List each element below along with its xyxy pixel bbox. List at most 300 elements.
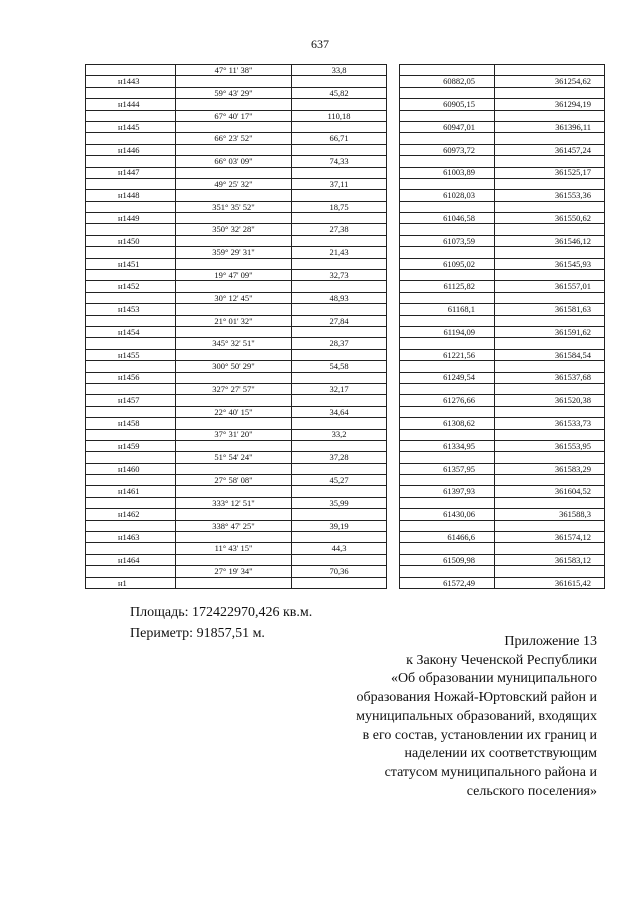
spacer-cell xyxy=(387,258,400,269)
spacer-cell xyxy=(387,213,400,224)
x-coordinate-cell xyxy=(400,133,495,144)
table-row xyxy=(86,281,605,292)
x-coordinate-cell: 60882,05 xyxy=(400,76,495,87)
table-row xyxy=(86,213,605,224)
spacer-cell xyxy=(387,281,400,292)
x-coordinate-cell: 61308,62 xyxy=(400,418,495,429)
distance-cell xyxy=(292,372,387,383)
distance-cell: 18,75 xyxy=(292,201,387,212)
spacer-cell xyxy=(387,452,400,463)
angle-cell: 21° 01' 32" xyxy=(176,315,292,326)
x-coordinate-cell xyxy=(400,156,495,167)
y-coordinate-cell xyxy=(495,338,605,349)
spacer-cell xyxy=(387,201,400,212)
point-cell: н1458 xyxy=(86,418,176,429)
y-coordinate-cell: 361533,73 xyxy=(495,418,605,429)
spacer-cell xyxy=(387,178,400,189)
y-coordinate-cell xyxy=(495,292,605,303)
appendix-line: сельского поселения» xyxy=(466,783,597,799)
y-coordinate-cell xyxy=(495,178,605,189)
table-row xyxy=(86,372,605,383)
point-cell: н1460 xyxy=(86,463,176,474)
point-cell xyxy=(86,361,176,372)
table-row xyxy=(86,235,605,246)
spacer-cell xyxy=(387,167,400,178)
angle-cell xyxy=(176,486,292,497)
angle-cell: 51° 54' 24" xyxy=(176,452,292,463)
spacer-cell xyxy=(387,475,400,486)
distance-cell xyxy=(292,99,387,110)
spacer-cell xyxy=(387,497,400,508)
spacer-cell xyxy=(387,270,400,281)
y-coordinate-cell: 361584,54 xyxy=(495,349,605,360)
point-cell xyxy=(86,156,176,167)
distance-cell xyxy=(292,532,387,543)
angle-cell xyxy=(176,258,292,269)
spacer-cell xyxy=(387,133,400,144)
appendix-heading xyxy=(267,633,597,801)
x-coordinate-cell xyxy=(400,224,495,235)
distance-cell: 74,33 xyxy=(292,156,387,167)
distance-cell: 39,19 xyxy=(292,520,387,531)
angle-cell xyxy=(176,326,292,337)
distance-cell: 33,2 xyxy=(292,429,387,440)
point-cell: н1445 xyxy=(86,121,176,132)
y-coordinate-cell xyxy=(495,270,605,281)
appendix-line: статусом муниципального района и xyxy=(384,764,597,780)
table-row xyxy=(86,532,605,543)
distance-cell xyxy=(292,235,387,246)
distance-cell xyxy=(292,349,387,360)
table-row xyxy=(86,76,605,87)
x-coordinate-cell xyxy=(400,520,495,531)
table-row xyxy=(86,463,605,474)
angle-cell xyxy=(176,395,292,406)
distance-cell: 45,27 xyxy=(292,475,387,486)
distance-cell xyxy=(292,509,387,520)
distance-cell: 34,64 xyxy=(292,406,387,417)
angle-cell xyxy=(176,440,292,451)
point-cell xyxy=(86,133,176,144)
table-row xyxy=(86,133,605,144)
spacer-cell xyxy=(387,543,400,554)
point-cell xyxy=(86,520,176,531)
spacer-cell xyxy=(387,65,400,76)
spacer-cell xyxy=(387,532,400,543)
table-row xyxy=(86,156,605,167)
table-row xyxy=(86,65,605,76)
point-cell: н1454 xyxy=(86,326,176,337)
y-coordinate-cell: 361550,62 xyxy=(495,213,605,224)
x-coordinate-cell xyxy=(400,315,495,326)
distance-cell xyxy=(292,554,387,565)
x-coordinate-cell: 61095,02 xyxy=(400,258,495,269)
table-row xyxy=(86,338,605,349)
table-row xyxy=(86,543,605,554)
spacer-cell xyxy=(387,418,400,429)
distance-cell xyxy=(292,326,387,337)
spacer-cell xyxy=(387,520,400,531)
angle-cell: 345° 32' 51" xyxy=(176,338,292,349)
point-cell xyxy=(86,406,176,417)
spacer-cell xyxy=(387,292,400,303)
angle-cell: 22° 40' 15" xyxy=(176,406,292,417)
y-coordinate-cell: 361546,12 xyxy=(495,235,605,246)
area-line: Площадь: 172422970,426 кв.м. xyxy=(130,605,313,620)
table-row xyxy=(86,258,605,269)
point-cell: н1459 xyxy=(86,440,176,451)
table-row xyxy=(86,349,605,360)
table-row xyxy=(86,475,605,486)
table-row xyxy=(86,509,605,520)
angle-cell: 67° 40' 17" xyxy=(176,110,292,121)
distance-cell: 45,82 xyxy=(292,87,387,98)
angle-cell xyxy=(176,235,292,246)
y-coordinate-cell xyxy=(495,406,605,417)
x-coordinate-cell xyxy=(400,201,495,212)
angle-cell xyxy=(176,144,292,155)
angle-cell xyxy=(176,554,292,565)
angle-cell xyxy=(176,372,292,383)
x-coordinate-cell xyxy=(400,338,495,349)
distance-cell: 27,84 xyxy=(292,315,387,326)
y-coordinate-cell xyxy=(495,65,605,76)
point-cell xyxy=(86,566,176,577)
table-row xyxy=(86,440,605,451)
distance-cell: 110,18 xyxy=(292,110,387,121)
x-coordinate-cell: 60973,72 xyxy=(400,144,495,155)
y-coordinate-cell: 361294,19 xyxy=(495,99,605,110)
distance-cell xyxy=(292,486,387,497)
y-coordinate-cell: 361557,01 xyxy=(495,281,605,292)
x-coordinate-cell: 61028,03 xyxy=(400,190,495,201)
x-coordinate-cell xyxy=(400,406,495,417)
angle-cell: 66° 03' 09" xyxy=(176,156,292,167)
table-row xyxy=(86,270,605,281)
angle-cell: 66° 23' 52" xyxy=(176,133,292,144)
spacer-cell xyxy=(387,554,400,565)
distance-cell: 32,73 xyxy=(292,270,387,281)
distance-cell: 35,99 xyxy=(292,497,387,508)
table-row xyxy=(86,497,605,508)
distance-cell xyxy=(292,418,387,429)
point-cell xyxy=(86,224,176,235)
table-row xyxy=(86,247,605,258)
table-row xyxy=(86,304,605,315)
x-coordinate-cell: 60947,01 xyxy=(400,121,495,132)
angle-cell: 327° 27' 57" xyxy=(176,383,292,394)
angle-cell: 19° 47' 09" xyxy=(176,270,292,281)
distance-cell xyxy=(292,281,387,292)
x-coordinate-cell xyxy=(400,178,495,189)
angle-cell: 351° 35' 52" xyxy=(176,201,292,212)
x-coordinate-cell: 61249,54 xyxy=(400,372,495,383)
angle-cell xyxy=(176,509,292,520)
distance-cell: 70,36 xyxy=(292,566,387,577)
distance-cell xyxy=(292,144,387,155)
x-coordinate-cell: 61168,1 xyxy=(400,304,495,315)
point-cell xyxy=(86,201,176,212)
y-coordinate-cell: 361615,42 xyxy=(495,577,605,588)
appendix-line: муниципальных образований, входящих xyxy=(356,708,597,724)
x-coordinate-cell xyxy=(400,497,495,508)
point-cell: н1 xyxy=(86,577,176,588)
table-row xyxy=(86,577,605,588)
distance-cell: 48,93 xyxy=(292,292,387,303)
x-coordinate-cell: 61466,6 xyxy=(400,532,495,543)
x-coordinate-cell: 61194,09 xyxy=(400,326,495,337)
angle-cell xyxy=(176,76,292,87)
point-cell xyxy=(86,178,176,189)
table-row xyxy=(86,144,605,155)
y-coordinate-cell xyxy=(495,566,605,577)
y-coordinate-cell xyxy=(495,156,605,167)
y-coordinate-cell: 361457,24 xyxy=(495,144,605,155)
distance-cell: 54,58 xyxy=(292,361,387,372)
distance-cell xyxy=(292,190,387,201)
point-cell: н1462 xyxy=(86,509,176,520)
distance-cell: 27,38 xyxy=(292,224,387,235)
spacer-cell xyxy=(387,156,400,167)
point-cell: н1455 xyxy=(86,349,176,360)
x-coordinate-cell xyxy=(400,87,495,98)
x-coordinate-cell: 61357,95 xyxy=(400,463,495,474)
x-coordinate-cell xyxy=(400,383,495,394)
x-coordinate-cell: 61397,93 xyxy=(400,486,495,497)
y-coordinate-cell xyxy=(495,201,605,212)
angle-cell: 37° 31' 20" xyxy=(176,429,292,440)
distance-cell xyxy=(292,463,387,474)
distance-cell xyxy=(292,440,387,451)
y-coordinate-cell xyxy=(495,383,605,394)
distance-cell: 28,37 xyxy=(292,338,387,349)
y-coordinate-cell: 361583,12 xyxy=(495,554,605,565)
distance-cell xyxy=(292,213,387,224)
point-cell: н1450 xyxy=(86,235,176,246)
appendix-line: к Закону Чеченской Республики xyxy=(406,652,597,668)
angle-cell: 300° 50' 29" xyxy=(176,361,292,372)
angle-cell: 359° 29' 31" xyxy=(176,247,292,258)
spacer-cell xyxy=(387,76,400,87)
x-coordinate-cell xyxy=(400,452,495,463)
x-coordinate-cell: 61221,56 xyxy=(400,349,495,360)
point-cell: н1444 xyxy=(86,99,176,110)
y-coordinate-cell: 361588,3 xyxy=(495,509,605,520)
y-coordinate-cell: 361545,93 xyxy=(495,258,605,269)
x-coordinate-cell: 61430,06 xyxy=(400,509,495,520)
point-cell xyxy=(86,383,176,394)
y-coordinate-cell: 361574,12 xyxy=(495,532,605,543)
point-cell: н1448 xyxy=(86,190,176,201)
distance-cell: 37,28 xyxy=(292,452,387,463)
appendix-line: «Об образовании муниципального xyxy=(390,671,597,687)
angle-cell xyxy=(176,577,292,588)
point-cell: н1453 xyxy=(86,304,176,315)
distance-cell xyxy=(292,167,387,178)
x-coordinate-cell xyxy=(400,543,495,554)
spacer-cell xyxy=(387,406,400,417)
angle-cell: 350° 32' 28" xyxy=(176,224,292,235)
y-coordinate-cell xyxy=(495,452,605,463)
table-row xyxy=(86,190,605,201)
y-coordinate-cell xyxy=(495,315,605,326)
point-cell: н1446 xyxy=(86,144,176,155)
x-coordinate-cell xyxy=(400,110,495,121)
distance-cell xyxy=(292,304,387,315)
spacer-cell xyxy=(387,144,400,155)
x-coordinate-cell xyxy=(400,270,495,281)
point-cell xyxy=(86,247,176,258)
x-coordinate-cell: 60905,15 xyxy=(400,99,495,110)
x-coordinate-cell xyxy=(400,247,495,258)
spacer-cell xyxy=(387,326,400,337)
spacer-cell xyxy=(387,235,400,246)
spacer-cell xyxy=(387,566,400,577)
point-cell: н1464 xyxy=(86,554,176,565)
x-coordinate-cell: 61276,66 xyxy=(400,395,495,406)
point-cell xyxy=(86,338,176,349)
table-row xyxy=(86,201,605,212)
x-coordinate-cell xyxy=(400,65,495,76)
angle-cell: 27° 58' 08" xyxy=(176,475,292,486)
point-cell: н1456 xyxy=(86,372,176,383)
distance-cell xyxy=(292,395,387,406)
spacer-cell xyxy=(387,315,400,326)
distance-cell: 33,8 xyxy=(292,65,387,76)
spacer-cell xyxy=(387,577,400,588)
x-coordinate-cell: 61334,95 xyxy=(400,440,495,451)
y-coordinate-cell: 361525,17 xyxy=(495,167,605,178)
spacer-cell xyxy=(387,99,400,110)
spacer-cell xyxy=(387,247,400,258)
distance-cell xyxy=(292,76,387,87)
x-coordinate-cell: 61003,89 xyxy=(400,167,495,178)
point-cell: н1463 xyxy=(86,532,176,543)
y-coordinate-cell xyxy=(495,247,605,258)
spacer-cell xyxy=(387,224,400,235)
angle-cell xyxy=(176,121,292,132)
coordinates-table-body xyxy=(86,65,605,589)
spacer-cell xyxy=(387,304,400,315)
angle-cell: 11° 43' 15" xyxy=(176,543,292,554)
angle-cell: 333° 12' 51" xyxy=(176,497,292,508)
table-row xyxy=(86,178,605,189)
y-coordinate-cell xyxy=(495,224,605,235)
table-row xyxy=(86,566,605,577)
spacer-cell xyxy=(387,87,400,98)
point-cell: н1449 xyxy=(86,213,176,224)
point-cell: н1452 xyxy=(86,281,176,292)
table-row xyxy=(86,361,605,372)
y-coordinate-cell xyxy=(495,497,605,508)
y-coordinate-cell xyxy=(495,429,605,440)
distance-cell xyxy=(292,258,387,269)
spacer-cell xyxy=(387,395,400,406)
x-coordinate-cell xyxy=(400,361,495,372)
spacer-cell xyxy=(387,349,400,360)
y-coordinate-cell xyxy=(495,87,605,98)
spacer-cell xyxy=(387,463,400,474)
y-coordinate-cell: 361396,11 xyxy=(495,121,605,132)
table-row xyxy=(86,326,605,337)
x-coordinate-cell: 61125,82 xyxy=(400,281,495,292)
y-coordinate-cell: 361604,52 xyxy=(495,486,605,497)
y-coordinate-cell: 361581,63 xyxy=(495,304,605,315)
distance-cell: 32,17 xyxy=(292,383,387,394)
table-row xyxy=(86,315,605,326)
y-coordinate-cell xyxy=(495,543,605,554)
table-row xyxy=(86,452,605,463)
distance-cell: 37,11 xyxy=(292,178,387,189)
x-coordinate-cell xyxy=(400,475,495,486)
table-row xyxy=(86,486,605,497)
angle-cell: 338° 47' 25" xyxy=(176,520,292,531)
angle-cell xyxy=(176,190,292,201)
spacer-cell xyxy=(387,509,400,520)
point-cell xyxy=(86,315,176,326)
point-cell xyxy=(86,87,176,98)
table-row xyxy=(86,383,605,394)
table-row xyxy=(86,110,605,121)
spacer-cell xyxy=(387,372,400,383)
y-coordinate-cell xyxy=(495,133,605,144)
spacer-cell xyxy=(387,383,400,394)
angle-cell: 47° 11' 38" xyxy=(176,65,292,76)
spacer-cell xyxy=(387,440,400,451)
angle-cell: 27° 19' 34" xyxy=(176,566,292,577)
point-cell xyxy=(86,497,176,508)
distance-cell: 44,3 xyxy=(292,543,387,554)
table-row xyxy=(86,429,605,440)
distance-cell xyxy=(292,577,387,588)
point-cell: н1451 xyxy=(86,258,176,269)
angle-cell xyxy=(176,99,292,110)
appendix-line: наделении их соответствующим xyxy=(404,746,597,762)
point-cell xyxy=(86,292,176,303)
y-coordinate-cell: 361553,36 xyxy=(495,190,605,201)
point-cell xyxy=(86,270,176,281)
point-cell xyxy=(86,452,176,463)
point-cell xyxy=(86,429,176,440)
y-coordinate-cell: 361537,68 xyxy=(495,372,605,383)
table-row xyxy=(86,121,605,132)
appendix-line: Приложение 13 xyxy=(504,634,597,649)
table-row xyxy=(86,520,605,531)
table-row xyxy=(86,87,605,98)
table-row xyxy=(86,554,605,565)
point-cell xyxy=(86,543,176,554)
y-coordinate-cell xyxy=(495,110,605,121)
point-cell: н1443 xyxy=(86,76,176,87)
angle-cell xyxy=(176,532,292,543)
distance-cell: 66,71 xyxy=(292,133,387,144)
y-coordinate-cell xyxy=(495,361,605,372)
point-cell: н1447 xyxy=(86,167,176,178)
y-coordinate-cell: 361553,95 xyxy=(495,440,605,451)
table-row xyxy=(86,418,605,429)
table-row xyxy=(86,395,605,406)
table-row xyxy=(86,99,605,110)
angle-cell: 30° 12' 45" xyxy=(176,292,292,303)
appendix-line: образования Ножай-Юртовский район и xyxy=(356,690,597,706)
angle-cell: 49° 25' 32" xyxy=(176,178,292,189)
x-coordinate-cell xyxy=(400,429,495,440)
distance-cell: 21,43 xyxy=(292,247,387,258)
y-coordinate-cell xyxy=(495,520,605,531)
angle-cell xyxy=(176,213,292,224)
x-coordinate-cell xyxy=(400,566,495,577)
spacer-cell xyxy=(387,190,400,201)
